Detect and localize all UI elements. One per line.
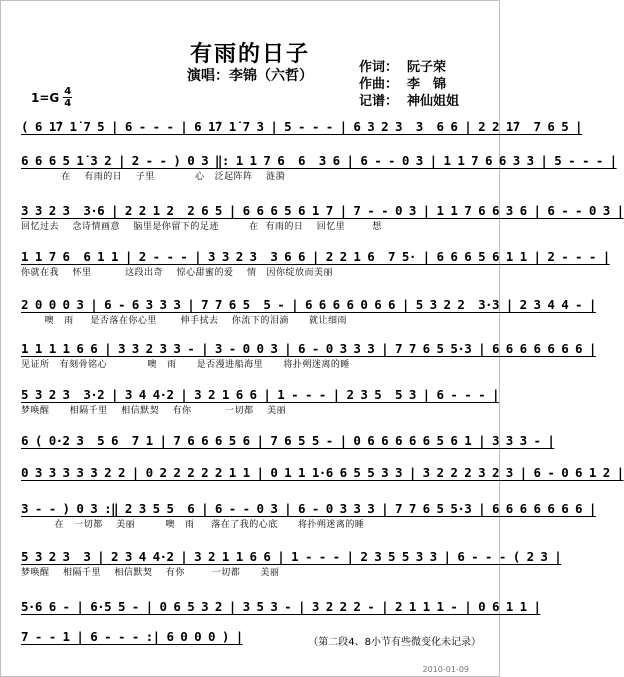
notation-line: 6 6 6 5 1̇ 3 2 | 2 - - ) 0 3 ‖: 1 1 7 6 6 3 6 | 6 - - 0 3 | 1 1 7 6 6 3 3 | 5 - - - | bbox=[21, 153, 617, 168]
notation-line: 5 3 2 3 3·2 | 3 4 4·2 | 3 2 1 6 6 | 1 - - - | 2 3 5 5 3 | 6 - - - | bbox=[21, 387, 499, 402]
lyric-line: 你就在我 怀里 这段出奇 惊心甜蜜的爱 情 因你绽放而美丽 bbox=[21, 268, 334, 278]
lyric-line: 在 有雨的日 子里 心 泛起阵阵 涟漪 bbox=[21, 172, 286, 182]
notation-line: 7 - - 1 | 6 - - - :| 6 0 0 0 ) | bbox=[21, 629, 243, 644]
score-system-12 bbox=[21, 599, 541, 615]
time-bottom: 4 bbox=[64, 98, 72, 109]
lyricist-name: 阮子荣 bbox=[407, 60, 447, 75]
score-system-4 bbox=[21, 249, 610, 279]
transcriber-credit bbox=[359, 93, 459, 110]
composer-label: 作曲： bbox=[359, 77, 399, 92]
song-title: 有雨的日子 bbox=[189, 42, 310, 67]
score-system-9 bbox=[21, 465, 624, 481]
score-system-11 bbox=[21, 549, 562, 579]
key-signature bbox=[31, 87, 72, 108]
score-system-10 bbox=[21, 501, 596, 531]
notation-line: 2 0 0 0 3 | 6 - 6 3 3 3 | 7 7 6 5 5 - | 6 6 6 6 0 6 6 | 5 3 2 2 3·3 | 2 3 4 4 - | bbox=[21, 297, 596, 312]
lyric-line: 见证所 有刻骨铭心 噢 雨 是否漫进船海里 将扑朔迷离的睡 bbox=[21, 360, 350, 370]
notation-line: 5 3 2 3 3 | 2 3 4 4·2 | 3 2 1 1 6 6 | 1 - - - | 2 3 5 5 3 3 | 6 - - - ( 2 3 | bbox=[21, 549, 562, 564]
lyric-line: 梦唤醒 相隔千里 相信默契 有你 一切都 美丽 bbox=[21, 568, 280, 578]
footnote: （第二段4、8小节有些微变化未记录） bbox=[308, 637, 481, 648]
notation-line: 0 3 3 3 3 3 2 2 | 0 2 2 2 2 2 1 1 | 0 1 1 1·6 6 5 5 3 3 | 3 2 2 2 3 2 3 | 6 - 0 6 1 2 | bbox=[21, 465, 624, 480]
score-system-2 bbox=[21, 153, 617, 183]
time-top: 4 bbox=[64, 86, 72, 97]
score-system-5 bbox=[21, 297, 596, 327]
notation-line: 6 ( 0·2 3 5 6 7 1 | 7 6 6 6 5 6 | 7 6 5 5 - | 0 6 6 6 6 6 5 6 1 | 3 3 3 - | bbox=[21, 433, 555, 448]
score-system-6 bbox=[21, 341, 596, 371]
credits-block bbox=[359, 59, 459, 110]
composer-credit bbox=[359, 76, 459, 93]
notation-line: 3 - - ) 0 3 :‖ 2 3 5 5 6 | 6 - - 0 3 | 6 - 0 3 3 3 | 7 7 6 5 5·3 | 6 6 6 6 6 6 6 | bbox=[21, 501, 596, 516]
score-system-7 bbox=[21, 387, 499, 417]
lyricist-label: 作词： bbox=[359, 60, 399, 75]
score-system-8 bbox=[21, 433, 555, 449]
lyric-line: 噢 雨 是否落在你心里 伸手拭去 你流下的泪滴 就让细雨 bbox=[21, 316, 348, 326]
lyric-line: 在 一切都 美丽 噢 雨 落在了我的心底 将扑朔迷离的睡 bbox=[21, 520, 365, 530]
lyric-line: 梦唤醒 相隔千里 相信默契 有你 一切都 美丽 bbox=[21, 406, 287, 416]
notation-line: 1 1 1 1 6 6 | 3 3 2 3 3 - | 3 - 0 0 3 | 6 - 0 3 3 3 | 7 7 6 5 5·3 | 6 6 6 6 6 6 6 | bbox=[21, 341, 596, 356]
notation-line: 1 1 7 6 6 1 1 | 2 - - - | 3 3 2 3 3 6 6 | 2 2 1 6 7 5· | 6 6 6 5 6 1 1 | 2 - - - | bbox=[21, 249, 610, 264]
score-system-3 bbox=[21, 203, 624, 233]
key-label: 1=G bbox=[31, 90, 60, 105]
lyric-line: 回忆过去 念诗情画意 脑里是你留下的足迹 在 有雨的日 回忆里 想 bbox=[21, 222, 382, 232]
notation-line: 3 3 2 3 3·6 | 2 2 1 2 2 6 5 | 6 6 6 5 6 1 7 | 7 - - 0 3 | 1 1 7 6 6 3 6 | 6 - - 0 3 | bbox=[21, 203, 624, 218]
date-stamp: 2010-01-09 bbox=[422, 665, 469, 674]
notation-line: ( 6 1̇7 1̇ 7 5 | 6 - - - | 6 1̇7 1̇ 7 3 | 5 - - - | 6 3 2 3 3 6 6 | 2 2 1̇7 7 6 5 | bbox=[21, 119, 582, 134]
time-signature bbox=[63, 87, 72, 108]
transcriber-label: 记谱： bbox=[359, 94, 399, 109]
singer-credit: 演唱：李锦（六哲） bbox=[187, 68, 313, 84]
transcriber-name: 神仙姐姐 bbox=[407, 94, 460, 109]
composer-name: 李 锦 bbox=[407, 77, 447, 92]
notation-line: 5·6 6 - | 6·5 5 - | 0 6 5 3 2 | 3 5 3 - | 3 2 2 2 - | 2 1 1 1 - | 0 6 1 1 | bbox=[21, 599, 541, 614]
score-system-1 bbox=[21, 119, 582, 138]
lyricist-credit bbox=[359, 59, 459, 76]
